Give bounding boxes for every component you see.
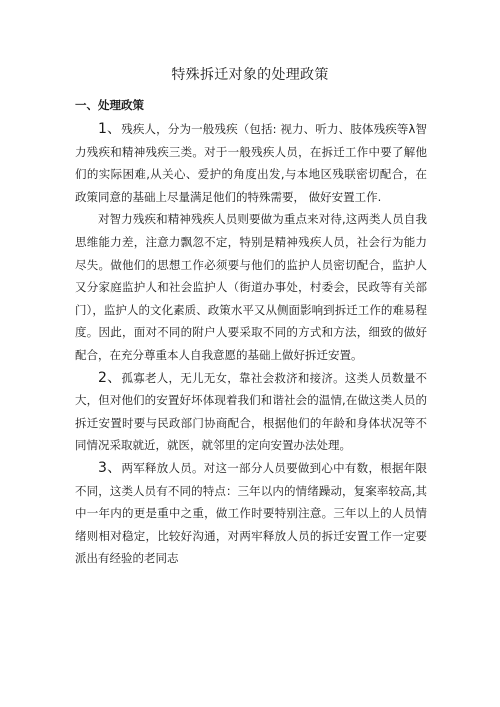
paragraph-released-persons bbox=[75, 457, 427, 570]
paragraph-text: 孤寡老人，无儿无女，靠社会救济和接济。这类人员数量不大，但对他们的安置好坏体现着我们和谐社会的温情,在做这类人员的拆迁安置时要与民政部门协商配合，根据他们的年龄和身体状况等不同情况采取就近，就医，就邻里的定向安置办法处理。 bbox=[75, 370, 427, 453]
paragraph-mental-disability bbox=[75, 208, 427, 366]
paragraph-disabled-persons bbox=[75, 118, 427, 208]
paragraph-text: 对智力残疾和精神残疾人员则要做为重点来对待,这两类人员自我思维能力差，注意力飘忽不定，特别是精神残疾人员，社会行为能力尽失。做他们的思想工作必须要与他们的监护人员密切配合，监护人又分家庭监护人和社会监护人（街道办事处，村委会，民政等有关部门），监护人的文化素质、政策水平又从侧面影响到拆迁工作的难易程度。因此，面对不同的附户人要采取不同的方式和方法，细致的做好配合，在充分尊重本人自我意愿的基础上做好拆迁安置。 bbox=[75, 212, 427, 362]
document-body bbox=[75, 118, 427, 570]
paragraph-number: 3、 bbox=[98, 459, 122, 476]
paragraph-text: 残疾人，分为一般残疾（包括: 视力、听力、肢体残疾等λ智力残疾和精神残疾三类。对于一般残疾人员，在拆迁工作中要了解他们的实际困难,从关心、爱护的角度出发,与本地区残联密切配合，在政策同意的基础上尽量满足他们的特殊需要， 做好安置工作. bbox=[75, 122, 427, 204]
paragraph-number: 1、 bbox=[98, 121, 122, 137]
document-title: 特殊拆迁对象的处理政策 bbox=[171, 67, 329, 83]
paragraph-number: 2、 bbox=[98, 369, 122, 386]
section-heading: 一、处理政策 bbox=[75, 98, 144, 112]
paragraph-text: 两军释放人员。对这一部分人员要做到心中有数，根据年限不同，这类人员有不同的特点：三年以内的情绪躁动，复案率较高,其中一年内的更是重中之重，做工作时要特别注意。三年以上的人员情绪则相对稳定，比较好沟通，对两牢释放人员的拆迁安置工作一定要派出有经验的老同志 bbox=[75, 460, 427, 566]
paragraph-elderly bbox=[75, 367, 427, 457]
